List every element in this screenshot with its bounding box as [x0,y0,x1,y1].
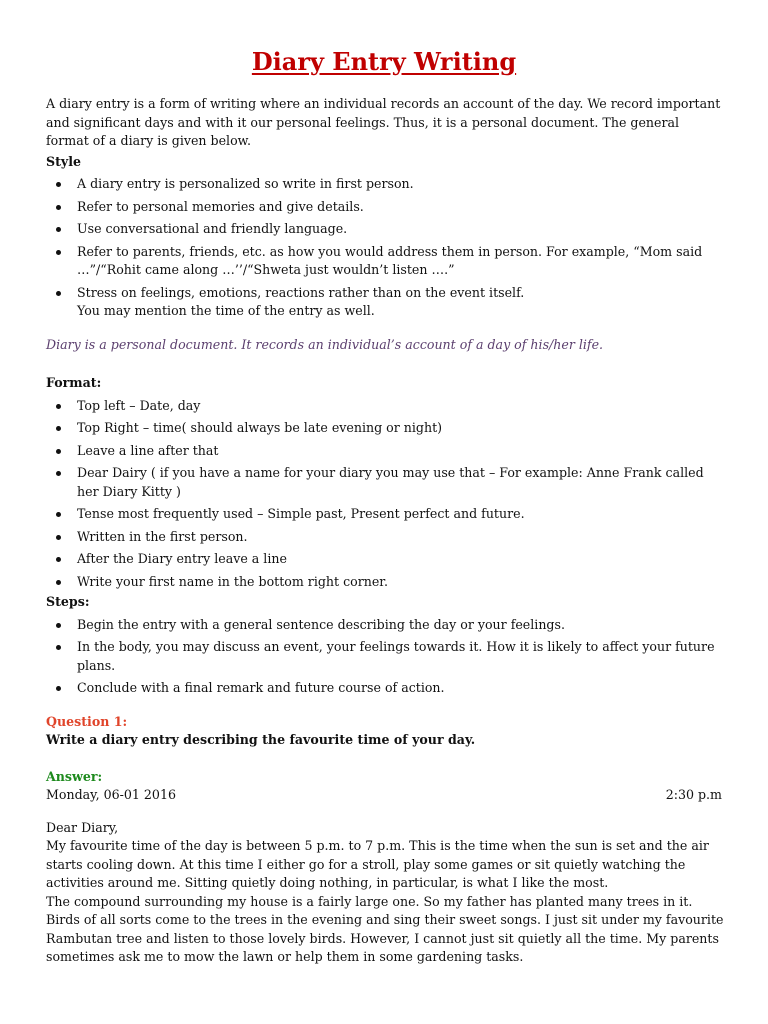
answer-paragraph: The compound surrounding my house is a fairly large one. So my father has planted many trees in it. Birds of all sorts come to the trees in the evening and sing their sweet songs. I just sit under my favourite Rambutan tree and listen to those lovely birds. However, I cannot just sit quietly all the time. My parents sometimes ask me to mow the lawn or help them in some gardening tasks. [46,893,724,964]
intro-paragraph: A diary entry is a form of writing where an individual records an account of the day. We record important and significant days and with it our personal feelings. Thus, it is a personal document. The general format of a diary is given below. [46,96,721,148]
list-item: Top left – Date, day [46,397,724,416]
steps-list [46,616,724,698]
style-list [46,175,724,321]
list-item [46,284,724,321]
entry-date-row [46,786,722,805]
list-item-extra-line: You may mention the time of the entry as well. [77,303,375,318]
list-item: Written in the first person. [46,528,724,547]
italic-note: Diary is a personal document. It records an individual’s account of a day of his/her life. [46,336,604,352]
format-heading: Format: [46,375,102,390]
list-item: A diary entry is personalized so write in first person. [46,175,724,194]
list-item: After the Diary entry leave a line [46,550,724,569]
list-item: Leave a line after that [46,442,724,461]
list-item: Write your first name in the bottom right corner. [46,573,724,592]
document-body [46,95,724,967]
format-list [46,397,724,592]
steps-heading: Steps: [46,594,90,609]
list-item-text: Stress on feelings, emotions, reactions rather than on the event itself. [77,284,525,300]
page-title: Diary Entry Writing [251,47,517,76]
list-item: Top Right – time( should always be late evening or night) [46,419,724,438]
salutation: Dear Diary, [46,819,119,835]
list-item: Refer to personal memories and give details. [46,198,724,217]
list-item: Begin the entry with a general sentence describing the day or your feelings. [46,616,724,635]
entry-time: 2:30 p.m [665,787,722,802]
answer-paragraph: My favourite time of the day is between 5 p.m. to 7 p.m. This is the time when the sun is set and the air starts cooling down. At this time I either go for a stroll, play some games or sit quietly watching the activities around me. Sitting quietly doing nothing, in particular, is what I like the most. [46,838,709,890]
question-label: Question 1: [46,713,128,729]
list-item: Use conversational and friendly language. [46,220,724,239]
list-item: In the body, you may discuss an event, your feelings towards it. How it is likely to affect your future plans. [46,638,724,675]
list-item: Refer to parents, friends, etc. as how you would address them in person. For example, “Mom said …”/“Rohit came along …’’/“Shweta just wouldn’t listen ….” [46,243,724,280]
list-item: Dear Dairy ( if you have a name for your diary you may use that – For example: Anne Frank called her Diary Kitty ) [46,464,724,501]
answer-label: Answer: [46,768,103,784]
entry-date: Monday, 06-01 2016 [46,787,176,802]
list-item: Tense most frequently used – Simple past, Present perfect and future. [46,505,724,524]
style-heading: Style [46,153,82,169]
list-item: Conclude with a final remark and future course of action. [46,679,724,698]
question-text: Write a diary entry describing the favourite time of your day. [46,732,476,747]
